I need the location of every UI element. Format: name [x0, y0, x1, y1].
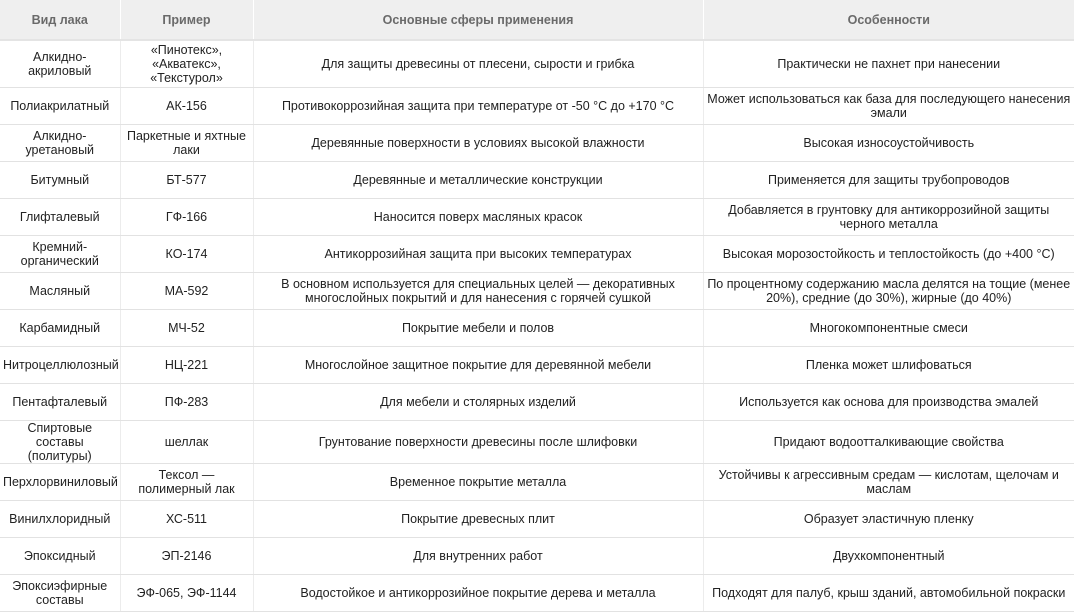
- table-row: [0, 347, 1074, 384]
- cell-varnish-type: Перхлорвиниловый: [0, 464, 120, 501]
- cell-varnish-type: Пентафталевый: [0, 384, 120, 421]
- cell-features: Подходят для палуб, крыш зданий, автомобильной покраски: [703, 575, 1074, 612]
- cell-application: Водостойкое и антикоррозийное покрытие дерева и металла: [253, 575, 703, 612]
- header-application: Основные сферы применения: [253, 0, 703, 40]
- cell-varnish-type: Полиакрилатный: [0, 88, 120, 125]
- cell-features: Устойчивы к агрессивным средам — кислотам, щелочам и маслам: [703, 464, 1074, 501]
- cell-varnish-type: Нитроцеллюлозный: [0, 347, 120, 384]
- cell-example: ЭФ-065, ЭФ-1144: [120, 575, 253, 612]
- cell-application: Противокоррозийная защита при температуре от -50 °С до +170 °С: [253, 88, 703, 125]
- cell-example: КО-174: [120, 236, 253, 273]
- cell-features: Многокомпонентные смеси: [703, 310, 1074, 347]
- cell-example: ХС-511: [120, 501, 253, 538]
- table-row: [0, 384, 1074, 421]
- cell-example: «Пинотекс», «Акватекс», «Текстурол»: [120, 40, 253, 88]
- cell-features: Пленка может шлифоваться: [703, 347, 1074, 384]
- cell-features: Добавляется в грунтовку для антикоррозийной защиты черного металла: [703, 199, 1074, 236]
- cell-example: ГФ-166: [120, 199, 253, 236]
- header-features: Особенности: [703, 0, 1074, 40]
- cell-features: По процентному содержанию масла делятся на тощие (менее 20%), средние (до 30%), жирные (до 40%): [703, 273, 1074, 310]
- table-row: [0, 162, 1074, 199]
- table-row: [0, 125, 1074, 162]
- cell-varnish-type: Глифталевый: [0, 199, 120, 236]
- table-row: [0, 575, 1074, 612]
- cell-application: Для внутренних работ: [253, 538, 703, 575]
- cell-application: Временное покрытие металла: [253, 464, 703, 501]
- cell-example: АК-156: [120, 88, 253, 125]
- cell-varnish-type: Алкидно-уретановый: [0, 125, 120, 162]
- cell-features: Используется как основа для производства эмалей: [703, 384, 1074, 421]
- cell-features: Придают водоотталкивающие свойства: [703, 421, 1074, 464]
- table-row: [0, 273, 1074, 310]
- cell-example: шеллак: [120, 421, 253, 464]
- cell-varnish-type: Битумный: [0, 162, 120, 199]
- table-row: [0, 464, 1074, 501]
- cell-example: Паркетные и яхтные лаки: [120, 125, 253, 162]
- table-header-row: [0, 0, 1074, 40]
- cell-example: МА-592: [120, 273, 253, 310]
- cell-example: НЦ-221: [120, 347, 253, 384]
- cell-varnish-type: Эпоксиэфирные составы: [0, 575, 120, 612]
- cell-features: Может использоваться как база для последующего нанесения эмали: [703, 88, 1074, 125]
- cell-application: В основном используется для специальных целей — декоративных многослойных покрытий и для нанесения с горячей сушкой: [253, 273, 703, 310]
- table-row: [0, 421, 1074, 464]
- cell-application: Многослойное защитное покрытие для деревянной мебели: [253, 347, 703, 384]
- cell-example: БТ-577: [120, 162, 253, 199]
- cell-application: Антикоррозийная защита при высоких температурах: [253, 236, 703, 273]
- cell-varnish-type: Масляный: [0, 273, 120, 310]
- cell-features: Применяется для защиты трубопроводов: [703, 162, 1074, 199]
- cell-application: Для защиты древесины от плесени, сырости и грибка: [253, 40, 703, 88]
- cell-application: Покрытие древесных плит: [253, 501, 703, 538]
- table-row: [0, 501, 1074, 538]
- cell-application: Деревянные поверхности в условиях высокой влажности: [253, 125, 703, 162]
- cell-application: Для мебели и столярных изделий: [253, 384, 703, 421]
- cell-features: Практически не пахнет при нанесении: [703, 40, 1074, 88]
- table-row: [0, 199, 1074, 236]
- cell-varnish-type: Спиртовые составы (политуры): [0, 421, 120, 464]
- cell-application: Грунтование поверхности древесины после шлифовки: [253, 421, 703, 464]
- cell-varnish-type: Эпоксидный: [0, 538, 120, 575]
- table-row: [0, 236, 1074, 273]
- table-row: [0, 538, 1074, 575]
- cell-varnish-type: Алкидно-акриловый: [0, 40, 120, 88]
- cell-features: Двухкомпонентный: [703, 538, 1074, 575]
- cell-application: Покрытие мебели и полов: [253, 310, 703, 347]
- cell-example: Тексол — полимерный лак: [120, 464, 253, 501]
- header-example: Пример: [120, 0, 253, 40]
- cell-example: ПФ-283: [120, 384, 253, 421]
- cell-varnish-type: Кремний-органический: [0, 236, 120, 273]
- cell-features: Высокая износоустойчивость: [703, 125, 1074, 162]
- cell-application: Наносится поверх масляных красок: [253, 199, 703, 236]
- cell-varnish-type: Карбамидный: [0, 310, 120, 347]
- cell-example: МЧ-52: [120, 310, 253, 347]
- table-row: [0, 40, 1074, 88]
- cell-features: Высокая морозостойкость и теплостойкость (до +400 °С): [703, 236, 1074, 273]
- cell-features: Образует эластичную пленку: [703, 501, 1074, 538]
- header-varnish-type: Вид лака: [0, 0, 120, 40]
- cell-example: ЭП-2146: [120, 538, 253, 575]
- table-row: [0, 310, 1074, 347]
- cell-application: Деревянные и металлические конструкции: [253, 162, 703, 199]
- table-row: [0, 88, 1074, 125]
- cell-varnish-type: Винилхлоридный: [0, 501, 120, 538]
